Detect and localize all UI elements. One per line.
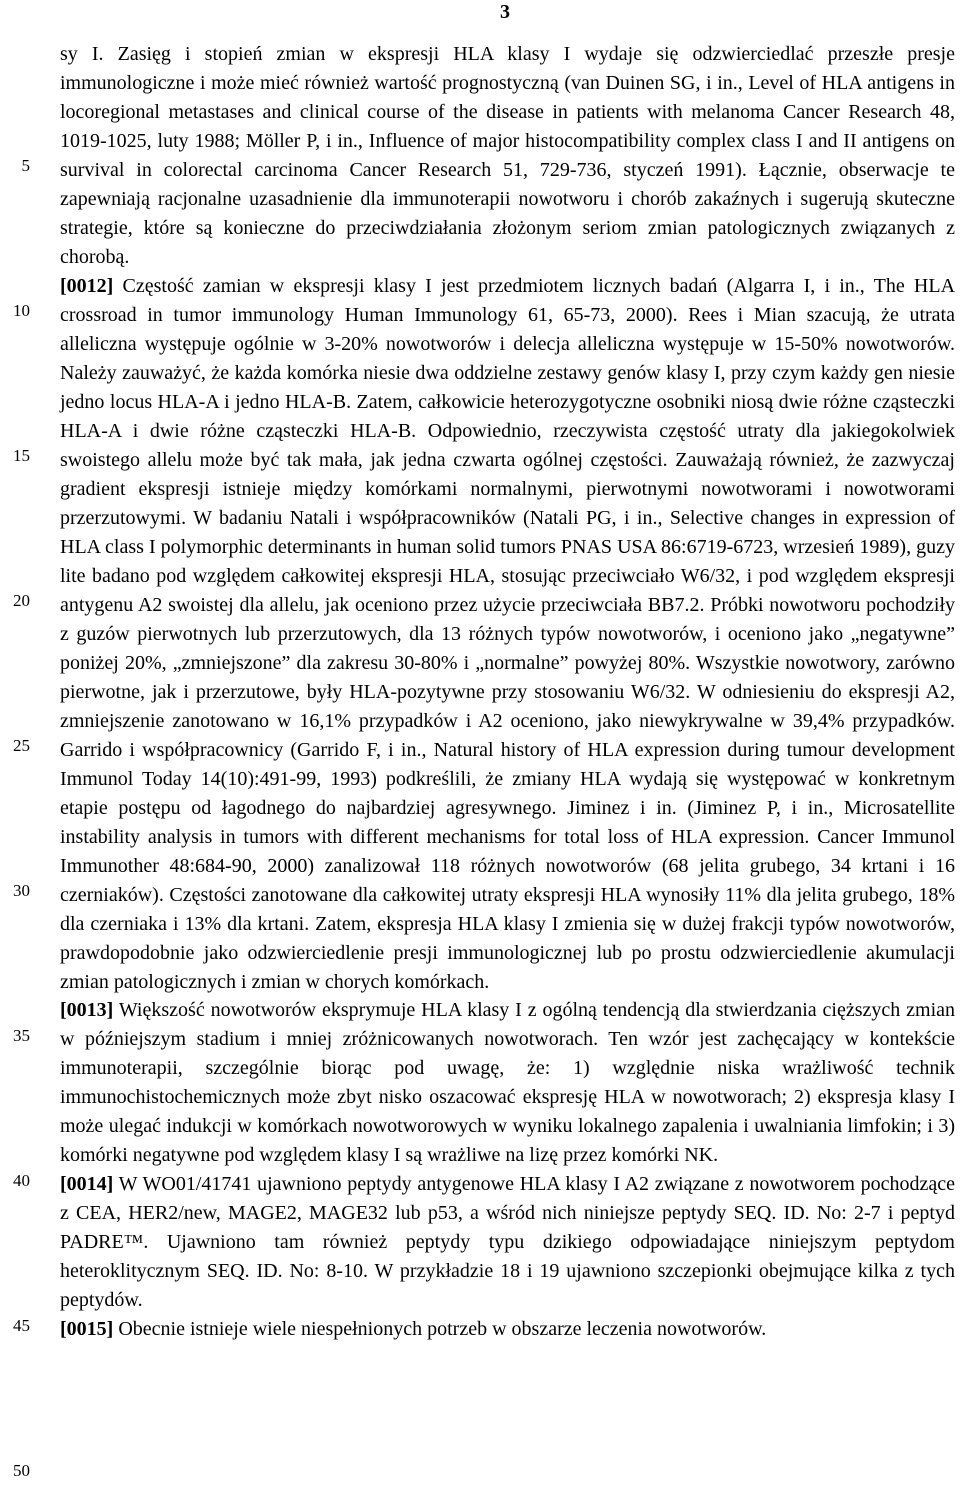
paragraph-0015 [60, 1315, 955, 1344]
line-number: 45 [13, 1316, 30, 1335]
paragraph-text: W WO01/41741 ujawniono peptydy antygenowe HLA klasy I A2 związane z nowotworem pochodzące z CEA, HER2/new, MAGE2, MAGE32 lub p53, a wśród nich niniejsze peptydy SEQ. ID. No: 2-7 i peptyd PADRE™. Ujawniono tam również peptydy typu dzikiego odpowiadające niniejszym peptydom heteroklitycznym SEQ. ID. No: 8-10. W przykładzie 18 i 19 ujawniono szczepionki obejmujące kilka z tych peptydów. [60, 1173, 955, 1312]
line-number: 40 [13, 1171, 30, 1190]
line-number: 50 [13, 1461, 30, 1480]
line-number: 35 [13, 1026, 30, 1045]
paragraph-number: [0013] [60, 999, 114, 1022]
page-number: 3 [500, 1, 510, 23]
paragraph-0012 [60, 272, 955, 997]
line-number: 5 [21, 156, 30, 175]
paragraph-number: [0015] [60, 1318, 114, 1341]
document-body [60, 40, 955, 1344]
paragraph-text: Większość nowotworów eksprymuje HLA klasy I z ogólną tendencją dla stwierdzania cięższych zmian w późniejszym stadium i mniej zróżnicowanych nowotworach. Ten wzór jest zachęcający w kontekście immunoterapii, szczególnie biorąc pod uwagę, że: 1) względnie niska wrażliwość technik immunochistochemicznych może zbyt nisko oszacować ekspresję HLA w nowotworach; 2) ekspresja klasy I może ulegać indukcji w komórkach nowotworowych w wyniku lokalnego zapalenia i uwalniania limfokin; i 3) komórki negatywne pod względem klasy I są wrażliwe na lizę przez komórki NK. [60, 999, 956, 1167]
paragraph-text: sy I. Zasięg i stopień zmian w ekspresji HLA klasy I wydaje się odzwierciedlać przeszłe presje immunologiczne i może mieć również wartość prognostyczną (van Duinen SG, i in., Level of HLA antigens in locoregional metastases and clinical course of the disease in patients with melanoma Cancer Research 48, 1019-1025, luty 1988; Möller P, i in., Influence of major histocompatibility complex class I and II antigens on survival in colorectal carcinoma Cancer Research 51, 729-736, styczeń 1991). Łącznie, obserwacje te zapewniają racjonalne uzasadnienie dla immunoterapii nowotworu i chorób zakaźnych i sugerują skuteczne strategie, które są konieczne do przeciwdziałania złożonym seriom zmian patologicznych związanych z chorobą. [60, 43, 955, 268]
paragraph-number: [0014] [60, 1173, 114, 1196]
line-number: 15 [13, 446, 30, 465]
paragraph-text: Częstość zamian w ekspresji klasy I jest przedmiotem licznych badań (Algarra I, i in., The HLA crossroad in tumor immunology Human Immunology 61, 65-73, 2000). Rees i Mian szacują, że utrata alleliczna występuje ogólnie w 3-20% nowotworów i delecja alleliczna występuje w 15-50% nowotworów. Należy zauważyć, że każda komórka niesie dwa oddzielne zestawy genów klasy I, przy czym każdy gen niesie jedno locus HLA-A i jedno HLA-B. Zatem, całkowicie heterozygotyczne osobniki niosą dwie różne cząsteczki HLA-A i dwie różne cząsteczki HLA-B. Odpowiednio, rzeczywista częstość utraty dla jakiegokolwiek swoistego allelu może być tak mała, jak jedna czwarta ogólnej częstości. Zauważają również, że zazwyczaj gradient ekspresji istnieje między komórkami normalnymi, pierwotnymi nowotworami i nowotworami przerzutowymi. W badaniu Natali i współpracowników (Natali PG, i in., Selective changes in expression of HLA class I polymorphic determinants in human solid tumors PNAS USA 86:6719-6723, wrzesień 1989), guzy lite badano pod względem całkowitej ekspresji HLA, stosując przeciwciało W6/32, i pod względem ekspresji antygenu A2 swoistej dla allelu, jak oceniono przez użycie przeciwciała BB7.2. Próbki nowotworu pochodziły z guzów pierwotnych lub przerzutowych, dla 13 różnych typów nowotworów, i oceniono jako „negatywne” poniżej 20%, „zmniejszone” dla zakresu 30-80% i „normalne” powyżej 80%. Wszystkie nowotwory, zarówno pierwotne, jak i przerzutowe, były HLA-pozytywne przy stosowaniu W6/32. W odniesieniu do ekspresji A2, zmniejszenie zanotowano w 16,1% przypadków i A2 oceniono, jako niewykrywalne w 39,4% przypadków. Garrido i współpracownicy (Garrido F, i in., Natural history of HLA expression during tumour development Immunol Today 14(10):491-99, 1993) podkreślili, że zmiany HLA wydają się występować w konkretnym etapie postępu od łagodnego do najbardziej agresywnego. Jiminez i in. (Jiminez P, i in., Microsatellite instability analysis in tumors with different mechanisms for total loss of HLA expression. Cancer Immunol Immunother 48:684-90, 2000) zanalizował 118 różnych nowotworów (68 jelita grubego, 34 krtani i 16 czerniaków). Częstości zanotowane dla całkowitej utraty ekspresji HLA wynosiły 11% dla jelita grubego, 18% dla czerniaka i 13% dla krtani. Zatem, ekspresja HLA klasy I zmienia się w dużej frakcji typów nowotworów, prawdopodobnie jako odzwierciedlenie presji immunologicznej lub po prostu odzwierciedlenie akumulacji zmian patologicznych i zmian w chorych komórkach. [60, 274, 956, 993]
paragraph-0014 [60, 1170, 955, 1315]
line-number: 30 [13, 881, 30, 900]
paragraph-number: [0012] [60, 274, 114, 297]
paragraph-continuation [60, 40, 955, 272]
line-number: 10 [13, 301, 30, 320]
line-number: 20 [13, 591, 30, 610]
line-number-gutter [0, 0, 40, 1511]
line-number: 25 [13, 736, 30, 755]
paragraph-0013 [60, 996, 955, 1170]
paragraph-text: Obecnie istnieje wiele niespełnionych potrzeb w obszarze leczenia nowotworów. [118, 1318, 767, 1341]
